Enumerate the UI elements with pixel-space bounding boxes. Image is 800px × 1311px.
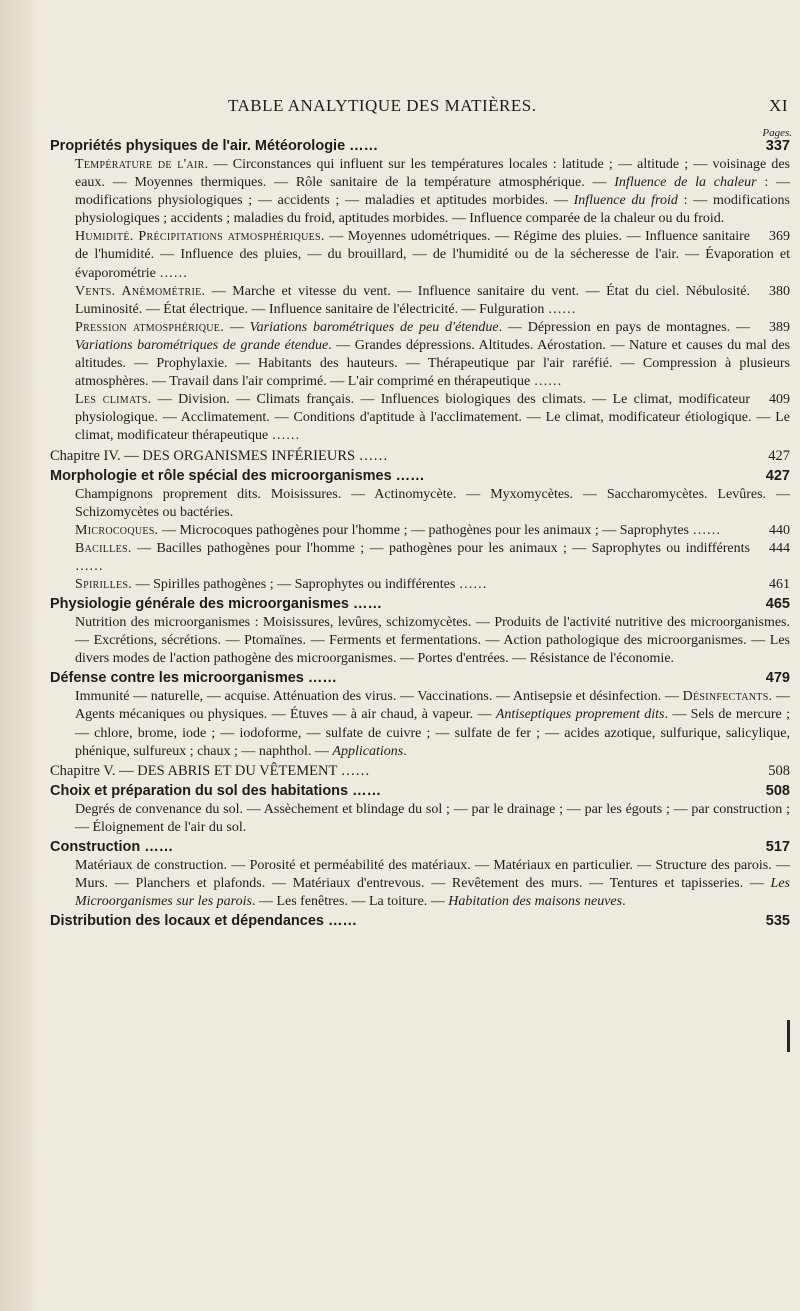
toc-heading-text: Chapitre IV. — DES ORGANISMES INFÉRIEURS: [50, 447, 356, 464]
leader-dots: ……: [345, 138, 379, 154]
toc-heading-text: Propriétés physiques de l'air. Météorologie: [50, 138, 346, 154]
entry-lead: Les climats.: [75, 392, 152, 408]
toc-entry: [50, 801, 790, 837]
toc-heading-text: Chapitre V. — DES ABRIS ET DU VÊTEMENT: [50, 762, 338, 779]
entry-text: — Spirilles pathogènes ; — Saprophytes ou indifférentes: [132, 576, 456, 592]
toc-page-number: 465: [765, 596, 790, 613]
entry-lead: Température de l'air.: [75, 157, 209, 172]
toc-heading-text: Morphologie et rôle spécial des microorganismes: [50, 467, 392, 484]
leader-dots: ……: [391, 467, 425, 484]
toc-entry: [50, 522, 790, 540]
entry-lead: Pression atmosphérique.: [75, 319, 225, 335]
leader-dots: ……: [75, 558, 103, 574]
toc-entry: [50, 576, 790, 594]
entry-italic: Antiseptiques proprement dits: [495, 707, 665, 723]
toc-page-number: 427: [765, 467, 790, 484]
leader-dots: ……: [355, 447, 388, 464]
toc-page-number: 369: [769, 229, 790, 245]
entry-text: — Moyennes udométriques. — Régime des pluies. — Influence sanitaire de l'humidité. — Influence des pluies, — du brouillard, — de l'humidité ou de la sécheresse de l'air. — Évaporation et évaporométrie: [75, 229, 790, 281]
table-of-contents: [50, 136, 790, 931]
leader-dots: ……: [348, 782, 382, 799]
toc-entry: [50, 228, 790, 282]
entry-italic: Variations barométriques de grande étendue: [75, 337, 329, 353]
entry-text: — Division. — Climats français. — Influences biologiques des climats. — Le climat, modificateur physiologique. — Acclimatement. — Conditions d'aptitude à l'acclimatement. — Le climat, modificateur étiologique. — Le climat, modificateur thérapeutique: [75, 392, 790, 444]
leader-dots: ……: [348, 596, 383, 613]
entry-italic: Habitation des maisons neuves: [448, 894, 623, 910]
pages-column-label: Pages.: [762, 127, 792, 139]
toc-page-number: 508: [768, 762, 790, 779]
entry-text: Immunité — naturelle, — acquise. Atténuation des virus. — Vaccinations. — Antisepsie et désinfection. —: [75, 689, 683, 705]
leader-dots: ……: [268, 428, 300, 444]
toc-heading-text: Construction: [50, 838, 141, 855]
entry-text: .: [622, 894, 626, 910]
leader-dots: ……: [530, 374, 562, 390]
entry-text: : — modifications physiologiques ; — accidents ; — maladies et aptitudes morbides. —: [75, 175, 791, 209]
entry-lead: Bacilles.: [75, 540, 132, 556]
toc-page-number: 337: [765, 138, 790, 154]
toc-page-number: 409: [769, 392, 790, 408]
toc-heading-text: Distribution des locaux et dépendances: [50, 913, 324, 930]
entry-text: — Agents mécaniques ou physiques. — Étuves — à air chaud, à vapeur. —: [75, 689, 790, 723]
toc-page-number: 479: [765, 670, 790, 687]
entry-italic: Applications: [332, 743, 404, 759]
entry-italic: Les Microorganismes sur les parois: [75, 876, 790, 910]
entry-text: . — Sels de mercure ; — chlore, brome, iode ; — iodoforme, — sulfate de cuivre ; — sulfate de fer ; — acides azotique, sulfurique, salicylique, phénique, sulfureux ; chaux ; — naphthol. —: [75, 707, 791, 759]
toc-entry: [50, 391, 790, 445]
entry-italic: Influence du froid: [573, 193, 678, 209]
leader-dots: ……: [337, 762, 370, 779]
entry-text: — Microcoques pathogènes pour l'homme ; — pathogènes pour les animaux ; — Saprophytes: [158, 522, 689, 538]
entry-text: — Circonstances qui influent sur les températures locales : latitude ; — altitude ; — voisinage des eaux. — Moyennes thermiques. — Rôle sanitaire de la température atmosphérique. —: [75, 157, 790, 191]
margin-bracket-mark: [783, 1020, 790, 1052]
leader-dots: ……: [303, 670, 337, 687]
entry-text: Champignons proprement dits. Moisissures. — Actinomycète. — Myxomycètes. — Saccharomycètes. Levûres. — Schizomycètes ou bactéries.: [75, 486, 790, 520]
entry-text: Matériaux de construction. — Porosité et perméabilité des matériaux. — Matériaux en particulier. — Structure des parois. — Murs. — Planchers et plafonds. — Matériaux d'entrevous. — Revêtement des murs. — Tentures et tapisseries. —: [75, 857, 790, 891]
header-title: TABLE ANALYTIQUE DES MATIÈRES.: [228, 96, 537, 115]
toc-chapter-heading: [50, 446, 790, 466]
book-spine-shadow: [0, 0, 42, 1311]
entry-text: : — modifications physiologiques ; accidents ; maladies du froid, aptitudes morbides. — Influence comparée de la chaleur ou du froid.: [75, 193, 791, 227]
leader-dots: ……: [155, 265, 188, 281]
toc-section-heading: [50, 466, 790, 486]
entry-text: — Bacilles pathogènes pour l'homme ; — pathogènes pour les animaux ; — Saprophytes ou indifférents: [131, 540, 750, 556]
toc-section-heading: [50, 781, 790, 801]
toc-section-heading: [50, 837, 790, 857]
entry-text: —: [224, 319, 250, 335]
entry-text: Nutrition des microorganismes : Moisissures, levûres, schizomycètes. — Produits de l'activité nutritive des microorganismes. — Excrétions, sécrétions. — Ptomaïnes. — Ferments et fermentations. — Action pathologique des microorganismes. — Les divers modes de l'action pathogène des microorganismes. — Portes d'entrées. — Résistance de l'économie.: [75, 615, 790, 667]
toc-page-number: 440: [769, 522, 790, 538]
running-header: [110, 96, 790, 116]
entry-lead: Vents. Anémométrie.: [75, 283, 206, 299]
entry-lead: Humidité. Précipitations atmosphériques.: [75, 229, 325, 245]
entry-italic: Variations barométriques de peu d'étendue: [249, 319, 499, 335]
toc-entry: [50, 486, 790, 522]
toc-page-number: 517: [765, 838, 790, 855]
toc-entry: [50, 283, 790, 319]
toc-heading-text: Choix et préparation du sol des habitations: [50, 782, 349, 799]
toc-entry: [50, 319, 790, 391]
entry-lead: Spirilles.: [75, 576, 133, 592]
toc-heading-text: Défense contre les microorganismes: [50, 670, 304, 687]
leader-dots: ……: [140, 838, 174, 855]
toc-page-number: 380: [769, 283, 790, 299]
entry-text: Degrés de convenance du sol. — Assèchement et blindage du sol ; — par le drainage ; — par les égouts ; — par construction ; — Éloignement de l'air du sol.: [75, 801, 790, 835]
entry-text: . — Les fenêtres. — La toiture. —: [251, 894, 449, 910]
toc-section-heading: [50, 594, 790, 614]
entry-text: .: [403, 743, 407, 759]
toc-entry: [50, 540, 790, 576]
toc-entry: [50, 857, 790, 911]
toc-entry: [50, 688, 790, 760]
leader-dots: ……: [323, 913, 357, 930]
toc-chapter-heading: [50, 761, 790, 781]
entry-text: . — Dépression en pays de montagnes. —: [498, 319, 751, 335]
entry-text: . — Grandes dépressions. Altitudes. Aérostation. — Nature et causes du mal des altitudes. — Prophylaxie. — Habitants des hauteurs. — Thérapeutique par l'air raréfié. — Compression à plusieurs atmosphères. — Travail dans l'air comprimé. — L'air comprimé en thérapeutique: [75, 337, 790, 390]
toc-page-number: 444: [769, 540, 790, 556]
entry-italic: Influence de la chaleur: [614, 175, 757, 191]
leader-dots: ……: [455, 576, 487, 592]
header-page-number: XI: [769, 96, 788, 115]
toc-section-heading: [50, 668, 790, 688]
toc-entry: [50, 156, 790, 228]
entry-lead: Désinfectants.: [682, 689, 773, 705]
toc-page-number: 535: [765, 913, 790, 930]
toc-page-number: 508: [765, 782, 790, 799]
toc-page-number: 389: [769, 319, 790, 335]
toc-page-number: 427: [768, 447, 790, 464]
leader-dots: ……: [688, 522, 721, 538]
toc-section-heading: [50, 136, 790, 156]
leader-dots: ……: [544, 301, 576, 317]
entry-lead: Microcoques.: [75, 522, 159, 538]
toc-heading-text: Physiologie générale des microorganismes: [50, 596, 349, 613]
toc-entry: [50, 614, 790, 668]
toc-section-heading: [50, 911, 790, 931]
toc-page-number: 461: [769, 576, 790, 592]
entry-text: — Marche et vitesse du vent. — Influence sanitaire du vent. — État du ciel. Nébulosité. Luminosité. — État électrique. — Influence sanitaire de l'électricité. — Fulguration: [75, 283, 751, 317]
